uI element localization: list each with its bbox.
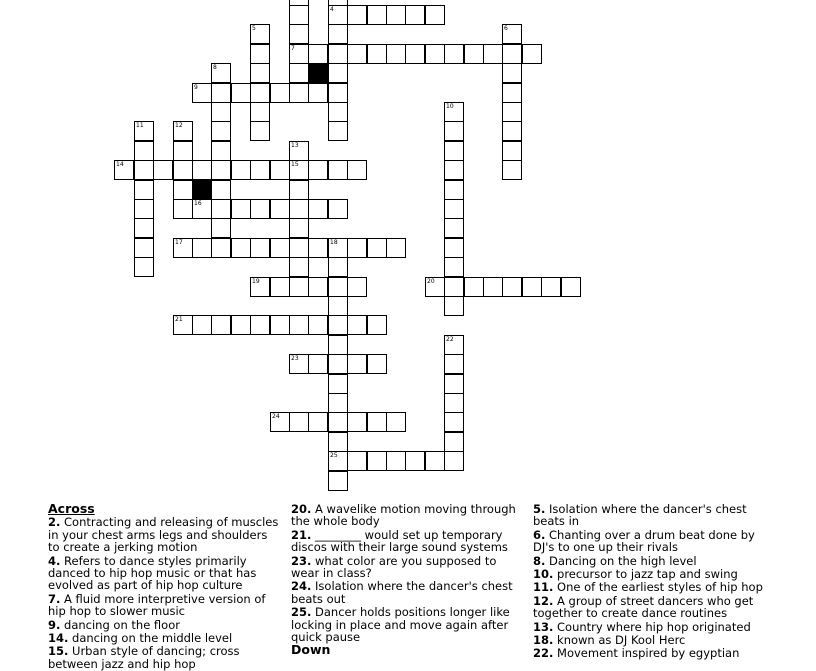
grid-cell[interactable] xyxy=(425,5,445,25)
clue-list xyxy=(533,503,773,660)
clue-text: One of the earliest styles of hip hop xyxy=(553,580,763,595)
grid-cell[interactable] xyxy=(425,451,445,471)
grid-cell[interactable] xyxy=(328,354,348,374)
down-clue xyxy=(533,555,773,567)
clue-text: Isolation where the dancer's chest beats in xyxy=(533,502,747,529)
grid-cell[interactable] xyxy=(231,199,251,219)
grid-cell[interactable] xyxy=(211,141,231,161)
clue-text: Urban style of dancing; cross between jazz and hip hop xyxy=(48,644,240,671)
grid-cell[interactable] xyxy=(173,199,193,219)
clue-list xyxy=(291,503,523,643)
grid-cell[interactable] xyxy=(289,83,309,103)
grid-cell[interactable] xyxy=(308,277,328,297)
across-heading: Across xyxy=(48,501,95,516)
grid-cell[interactable] xyxy=(405,44,425,64)
grid-cell[interactable] xyxy=(502,83,522,103)
grid-cell[interactable] xyxy=(541,277,561,297)
clue-number: 16 xyxy=(194,200,202,207)
grid-cell[interactable] xyxy=(367,5,387,25)
across-clue xyxy=(291,555,523,580)
down-clue xyxy=(533,634,773,646)
across-clue xyxy=(48,555,280,592)
grid-cell[interactable] xyxy=(289,277,309,297)
grid-cell[interactable] xyxy=(328,335,348,355)
down-clue xyxy=(533,529,773,554)
down-clue xyxy=(533,581,773,593)
grid-cell[interactable] xyxy=(289,5,309,25)
grid-cell[interactable] xyxy=(211,180,231,200)
grid-cell[interactable] xyxy=(308,354,328,374)
grid-cell[interactable] xyxy=(134,218,154,238)
across-clue xyxy=(48,593,280,618)
grid-cell[interactable] xyxy=(134,238,154,258)
grid-cell[interactable] xyxy=(211,218,231,238)
grid-cell[interactable] xyxy=(134,160,154,180)
clue-text: ________ would set up temporary discos with their large sound systems xyxy=(291,527,508,555)
black-square xyxy=(192,180,212,200)
grid-cell[interactable] xyxy=(502,141,522,161)
across-clue xyxy=(48,619,280,631)
grid-cell[interactable] xyxy=(192,199,212,219)
grid-cell[interactable] xyxy=(386,44,406,64)
grid-cell[interactable] xyxy=(211,199,231,219)
grid-cell[interactable] xyxy=(250,44,270,64)
grid-cell[interactable] xyxy=(211,63,231,83)
grid-cell[interactable] xyxy=(444,121,464,141)
grid-cell[interactable] xyxy=(153,160,173,180)
grid-cell[interactable] xyxy=(367,354,387,374)
grid-cell[interactable] xyxy=(231,160,251,180)
clue-number: 14. xyxy=(48,631,69,646)
grid-cell[interactable] xyxy=(405,451,425,471)
grid-cell[interactable] xyxy=(405,5,425,25)
grid-cell[interactable] xyxy=(250,83,270,103)
grid-cell[interactable] xyxy=(250,160,270,180)
clue-number: 12 xyxy=(175,122,183,129)
grid-cell[interactable] xyxy=(134,199,154,219)
down-clue xyxy=(533,595,773,620)
grid-cell[interactable] xyxy=(502,63,522,83)
clue-text: Country where hip hop originated xyxy=(553,619,751,634)
grid-cell[interactable] xyxy=(328,83,348,103)
clue-number: 7 xyxy=(291,45,295,52)
clue-text: Dancer holds positions longer like locking in place and move again after quick pause xyxy=(291,605,510,645)
grid-cell[interactable] xyxy=(211,160,231,180)
clue-number: 25 xyxy=(330,452,338,459)
grid-cell[interactable] xyxy=(308,199,328,219)
grid-cell[interactable] xyxy=(444,102,464,122)
grid-cell[interactable] xyxy=(328,0,348,6)
grid-cell[interactable] xyxy=(367,44,387,64)
clue-text: known as DJ Kool Herc xyxy=(553,633,686,648)
grid-cell[interactable] xyxy=(328,44,348,64)
grid-cell[interactable] xyxy=(522,44,542,64)
grid-cell[interactable] xyxy=(250,102,270,122)
grid-cell[interactable] xyxy=(173,121,193,141)
grid-cell[interactable] xyxy=(386,412,406,432)
across-clue xyxy=(48,632,280,644)
clue-number: 6. xyxy=(533,527,546,542)
clues-column-3 xyxy=(533,503,773,661)
clue-number: 18 xyxy=(330,239,338,246)
clue-number: 11 xyxy=(136,122,144,129)
clue-number: 20. xyxy=(291,502,312,516)
grid-cell[interactable] xyxy=(114,160,134,180)
clue-number: 14 xyxy=(116,161,124,168)
clue-number: 5. xyxy=(533,502,546,516)
grid-cell[interactable] xyxy=(561,277,581,297)
grid-cell[interactable] xyxy=(270,315,290,335)
grid-cell[interactable] xyxy=(444,160,464,180)
grid-cell[interactable] xyxy=(444,354,464,374)
clue-number: 24 xyxy=(272,413,280,420)
grid-cell[interactable] xyxy=(522,277,542,297)
clue-text: precursor to jazz tap and swing xyxy=(553,567,738,582)
grid-cell[interactable] xyxy=(231,315,251,335)
down-clue xyxy=(533,568,773,580)
grid-cell[interactable] xyxy=(328,160,348,180)
clue-number: 15 xyxy=(291,161,299,168)
grid-cell[interactable] xyxy=(270,277,290,297)
clue-number: 20 xyxy=(427,278,435,285)
grid-cell[interactable] xyxy=(464,44,484,64)
grid-cell[interactable] xyxy=(211,83,231,103)
grid-cell[interactable] xyxy=(347,160,367,180)
grid-cell[interactable] xyxy=(231,83,251,103)
grid-cell[interactable] xyxy=(483,277,503,297)
clue-text: what color are you supposed to wear in class? xyxy=(291,553,497,581)
clue-text: Contracting and releasing of muscles in your chest arms legs and shoulders to create a jerking motion xyxy=(48,515,279,555)
grid-cell[interactable] xyxy=(502,102,522,122)
clue-number: 25. xyxy=(291,605,312,620)
grid-cell[interactable] xyxy=(308,44,328,64)
grid-cell[interactable] xyxy=(173,160,193,180)
clue-text: Refers to dance styles primarily danced to hip hop music or that has evolved as part of hip hop culture xyxy=(48,553,257,593)
across-clue xyxy=(48,645,280,670)
grid-cell[interactable] xyxy=(444,180,464,200)
down-clue xyxy=(533,647,773,659)
grid-cell[interactable] xyxy=(347,5,367,25)
clue-number: 18. xyxy=(533,633,554,648)
grid-cell[interactable] xyxy=(444,257,464,277)
grid-cell[interactable] xyxy=(289,44,309,64)
grid-cell[interactable] xyxy=(367,412,387,432)
grid-cell[interactable] xyxy=(444,451,464,471)
grid-cell[interactable] xyxy=(425,277,445,297)
black-square xyxy=(308,63,328,83)
grid-cell[interactable] xyxy=(270,199,290,219)
clue-number: 4. xyxy=(48,553,61,568)
grid-cell[interactable] xyxy=(250,238,270,258)
grid-cell[interactable] xyxy=(347,412,367,432)
clue-number: 19 xyxy=(252,278,260,285)
clue-number: 8 xyxy=(213,64,217,71)
across-clue xyxy=(48,516,280,553)
clue-text: dancing on the floor xyxy=(60,617,180,632)
grid-cell[interactable] xyxy=(386,451,406,471)
grid-cell[interactable] xyxy=(328,102,348,122)
clue-number: 17 xyxy=(175,239,183,246)
grid-cell[interactable] xyxy=(270,412,290,432)
grid-cell[interactable] xyxy=(289,141,309,161)
clue-number: 22 xyxy=(446,336,454,343)
clue-number: 7. xyxy=(48,591,61,606)
grid-cell[interactable] xyxy=(173,315,193,335)
clue-number: 6 xyxy=(504,25,508,32)
grid-cell[interactable] xyxy=(502,160,522,180)
grid-cell[interactable] xyxy=(211,315,231,335)
grid-cell[interactable] xyxy=(250,199,270,219)
grid-cell[interactable] xyxy=(328,199,348,219)
grid-cell[interactable] xyxy=(250,315,270,335)
grid-cell[interactable] xyxy=(308,315,328,335)
grid-cell[interactable] xyxy=(328,121,348,141)
grid-cell[interactable] xyxy=(444,296,464,316)
grid-cell[interactable] xyxy=(367,451,387,471)
grid-cell[interactable] xyxy=(328,277,348,297)
grid-cell[interactable] xyxy=(347,315,367,335)
grid-cell[interactable] xyxy=(444,412,464,432)
grid-cell[interactable] xyxy=(347,238,367,258)
grid-cell[interactable] xyxy=(250,277,270,297)
clue-text: dancing on the middle level xyxy=(68,631,233,646)
clue-number: 5 xyxy=(252,25,256,32)
down-heading: Down xyxy=(291,642,331,658)
grid-cell[interactable] xyxy=(347,354,367,374)
clue-number: 10 xyxy=(446,103,454,110)
grid-cell[interactable] xyxy=(308,412,328,432)
grid-cell[interactable] xyxy=(289,63,309,83)
grid-cell[interactable] xyxy=(347,451,367,471)
grid-cell[interactable] xyxy=(289,238,309,258)
grid-cell[interactable] xyxy=(347,277,367,297)
clue-number: 9. xyxy=(48,617,61,632)
grid-cell[interactable] xyxy=(192,83,212,103)
clues-column-2 xyxy=(291,503,523,658)
clue-list xyxy=(48,516,280,670)
clue-number: 15. xyxy=(48,644,69,659)
clue-number: 2. xyxy=(48,515,61,530)
grid-cell[interactable] xyxy=(328,5,348,25)
grid-cell[interactable] xyxy=(250,121,270,141)
grid-cell[interactable] xyxy=(444,141,464,161)
clue-number: 12. xyxy=(533,593,554,608)
down-clue xyxy=(533,503,773,528)
grid-cell[interactable] xyxy=(173,180,193,200)
grid-cell[interactable] xyxy=(308,83,328,103)
grid-cell[interactable] xyxy=(134,121,154,141)
grid-cell[interactable] xyxy=(134,141,154,161)
grid-cell[interactable] xyxy=(367,238,387,258)
across-clue xyxy=(291,606,523,643)
clue-text: A group of street dancers who get together to create dance routines xyxy=(533,593,754,621)
grid-cell[interactable] xyxy=(328,451,348,471)
grid-cell[interactable] xyxy=(289,218,309,238)
clue-number: 22. xyxy=(533,646,554,661)
grid-cell[interactable] xyxy=(328,257,348,277)
grid-cell[interactable] xyxy=(502,24,522,44)
grid-cell[interactable] xyxy=(328,238,348,258)
grid-cell[interactable] xyxy=(308,160,328,180)
grid-cell[interactable] xyxy=(328,412,348,432)
grid-cell[interactable] xyxy=(367,315,387,335)
grid-cell[interactable] xyxy=(289,354,309,374)
grid-cell[interactable] xyxy=(328,296,348,316)
grid-cell[interactable] xyxy=(134,180,154,200)
grid-cell[interactable] xyxy=(425,44,445,64)
grid-cell[interactable] xyxy=(289,257,309,277)
clue-number: 11. xyxy=(533,580,554,595)
clue-number: 23 xyxy=(291,355,299,362)
grid-cell[interactable] xyxy=(289,180,309,200)
grid-cell[interactable] xyxy=(386,5,406,25)
grid-cell[interactable] xyxy=(211,121,231,141)
grid-cell[interactable] xyxy=(250,63,270,83)
grid-cell[interactable] xyxy=(289,315,309,335)
grid-cell[interactable] xyxy=(502,277,522,297)
clue-number: 21. xyxy=(291,527,312,542)
clue-number: 8. xyxy=(533,553,546,568)
grid-cell[interactable] xyxy=(464,277,484,297)
grid-cell[interactable] xyxy=(444,199,464,219)
grid-cell[interactable] xyxy=(444,335,464,355)
grid-cell[interactable] xyxy=(192,160,212,180)
clue-number: 23. xyxy=(291,553,312,568)
clue-text: A wavelike motion moving through the whole body xyxy=(291,502,516,529)
grid-cell[interactable] xyxy=(270,238,290,258)
grid-cell[interactable] xyxy=(328,393,348,413)
grid-cell[interactable] xyxy=(444,277,464,297)
clue-number: 10. xyxy=(533,567,554,582)
grid-cell[interactable] xyxy=(483,44,503,64)
clue-text: Movement inspired by egyptian xyxy=(553,646,740,661)
grid-cell[interactable] xyxy=(173,141,193,161)
grid-cell[interactable] xyxy=(289,199,309,219)
grid-cell[interactable] xyxy=(192,238,212,258)
clue-text: Isolation where the dancer's chest beats out xyxy=(291,579,513,606)
clue-text: A fluid more interpretive version of hip hop to slower music xyxy=(48,591,266,619)
grid-cell[interactable] xyxy=(173,238,193,258)
grid-cell[interactable] xyxy=(444,374,464,394)
grid-cell[interactable] xyxy=(386,238,406,258)
grid-cell[interactable] xyxy=(328,63,348,83)
grid-cell[interactable] xyxy=(444,393,464,413)
grid-cell[interactable] xyxy=(328,374,348,394)
grid-cell[interactable] xyxy=(444,218,464,238)
grid-cell[interactable] xyxy=(250,24,270,44)
grid-cell[interactable] xyxy=(134,257,154,277)
grid-cell[interactable] xyxy=(231,238,251,258)
grid-cell[interactable] xyxy=(444,238,464,258)
clues-column-1 xyxy=(48,503,280,671)
grid-cell[interactable] xyxy=(328,471,348,491)
grid-cell[interactable] xyxy=(270,160,290,180)
grid-cell[interactable] xyxy=(192,315,212,335)
clue-number: 21 xyxy=(175,316,183,323)
grid-cell[interactable] xyxy=(308,238,328,258)
clue-number: 13 xyxy=(291,142,299,149)
grid-cell[interactable] xyxy=(502,44,522,64)
across-clue xyxy=(291,503,523,528)
across-clue xyxy=(291,580,523,605)
down-clue xyxy=(533,621,773,633)
clue-number: 4 xyxy=(330,6,334,13)
clue-number: 24. xyxy=(291,579,312,594)
grid-cell[interactable] xyxy=(444,432,464,452)
grid-cell[interactable] xyxy=(289,24,309,44)
grid-cell[interactable] xyxy=(289,412,309,432)
grid-cell[interactable] xyxy=(270,83,290,103)
clue-text: Chanting over a drum beat done by DJ's to one up their rivals xyxy=(533,527,755,555)
grid-cell[interactable] xyxy=(328,24,348,44)
grid-cell[interactable] xyxy=(289,160,309,180)
grid-cell[interactable] xyxy=(328,315,348,335)
grid-cell[interactable] xyxy=(328,432,348,452)
grid-cell[interactable] xyxy=(502,121,522,141)
grid-cell[interactable] xyxy=(211,102,231,122)
clue-text: Dancing on the high level xyxy=(545,553,697,568)
clue-number: 9 xyxy=(194,84,198,91)
grid-cell[interactable] xyxy=(444,44,464,64)
grid-cell[interactable] xyxy=(211,238,231,258)
grid-cell[interactable] xyxy=(347,44,367,64)
clue-number: 13. xyxy=(533,619,554,634)
across-clue xyxy=(291,529,523,554)
